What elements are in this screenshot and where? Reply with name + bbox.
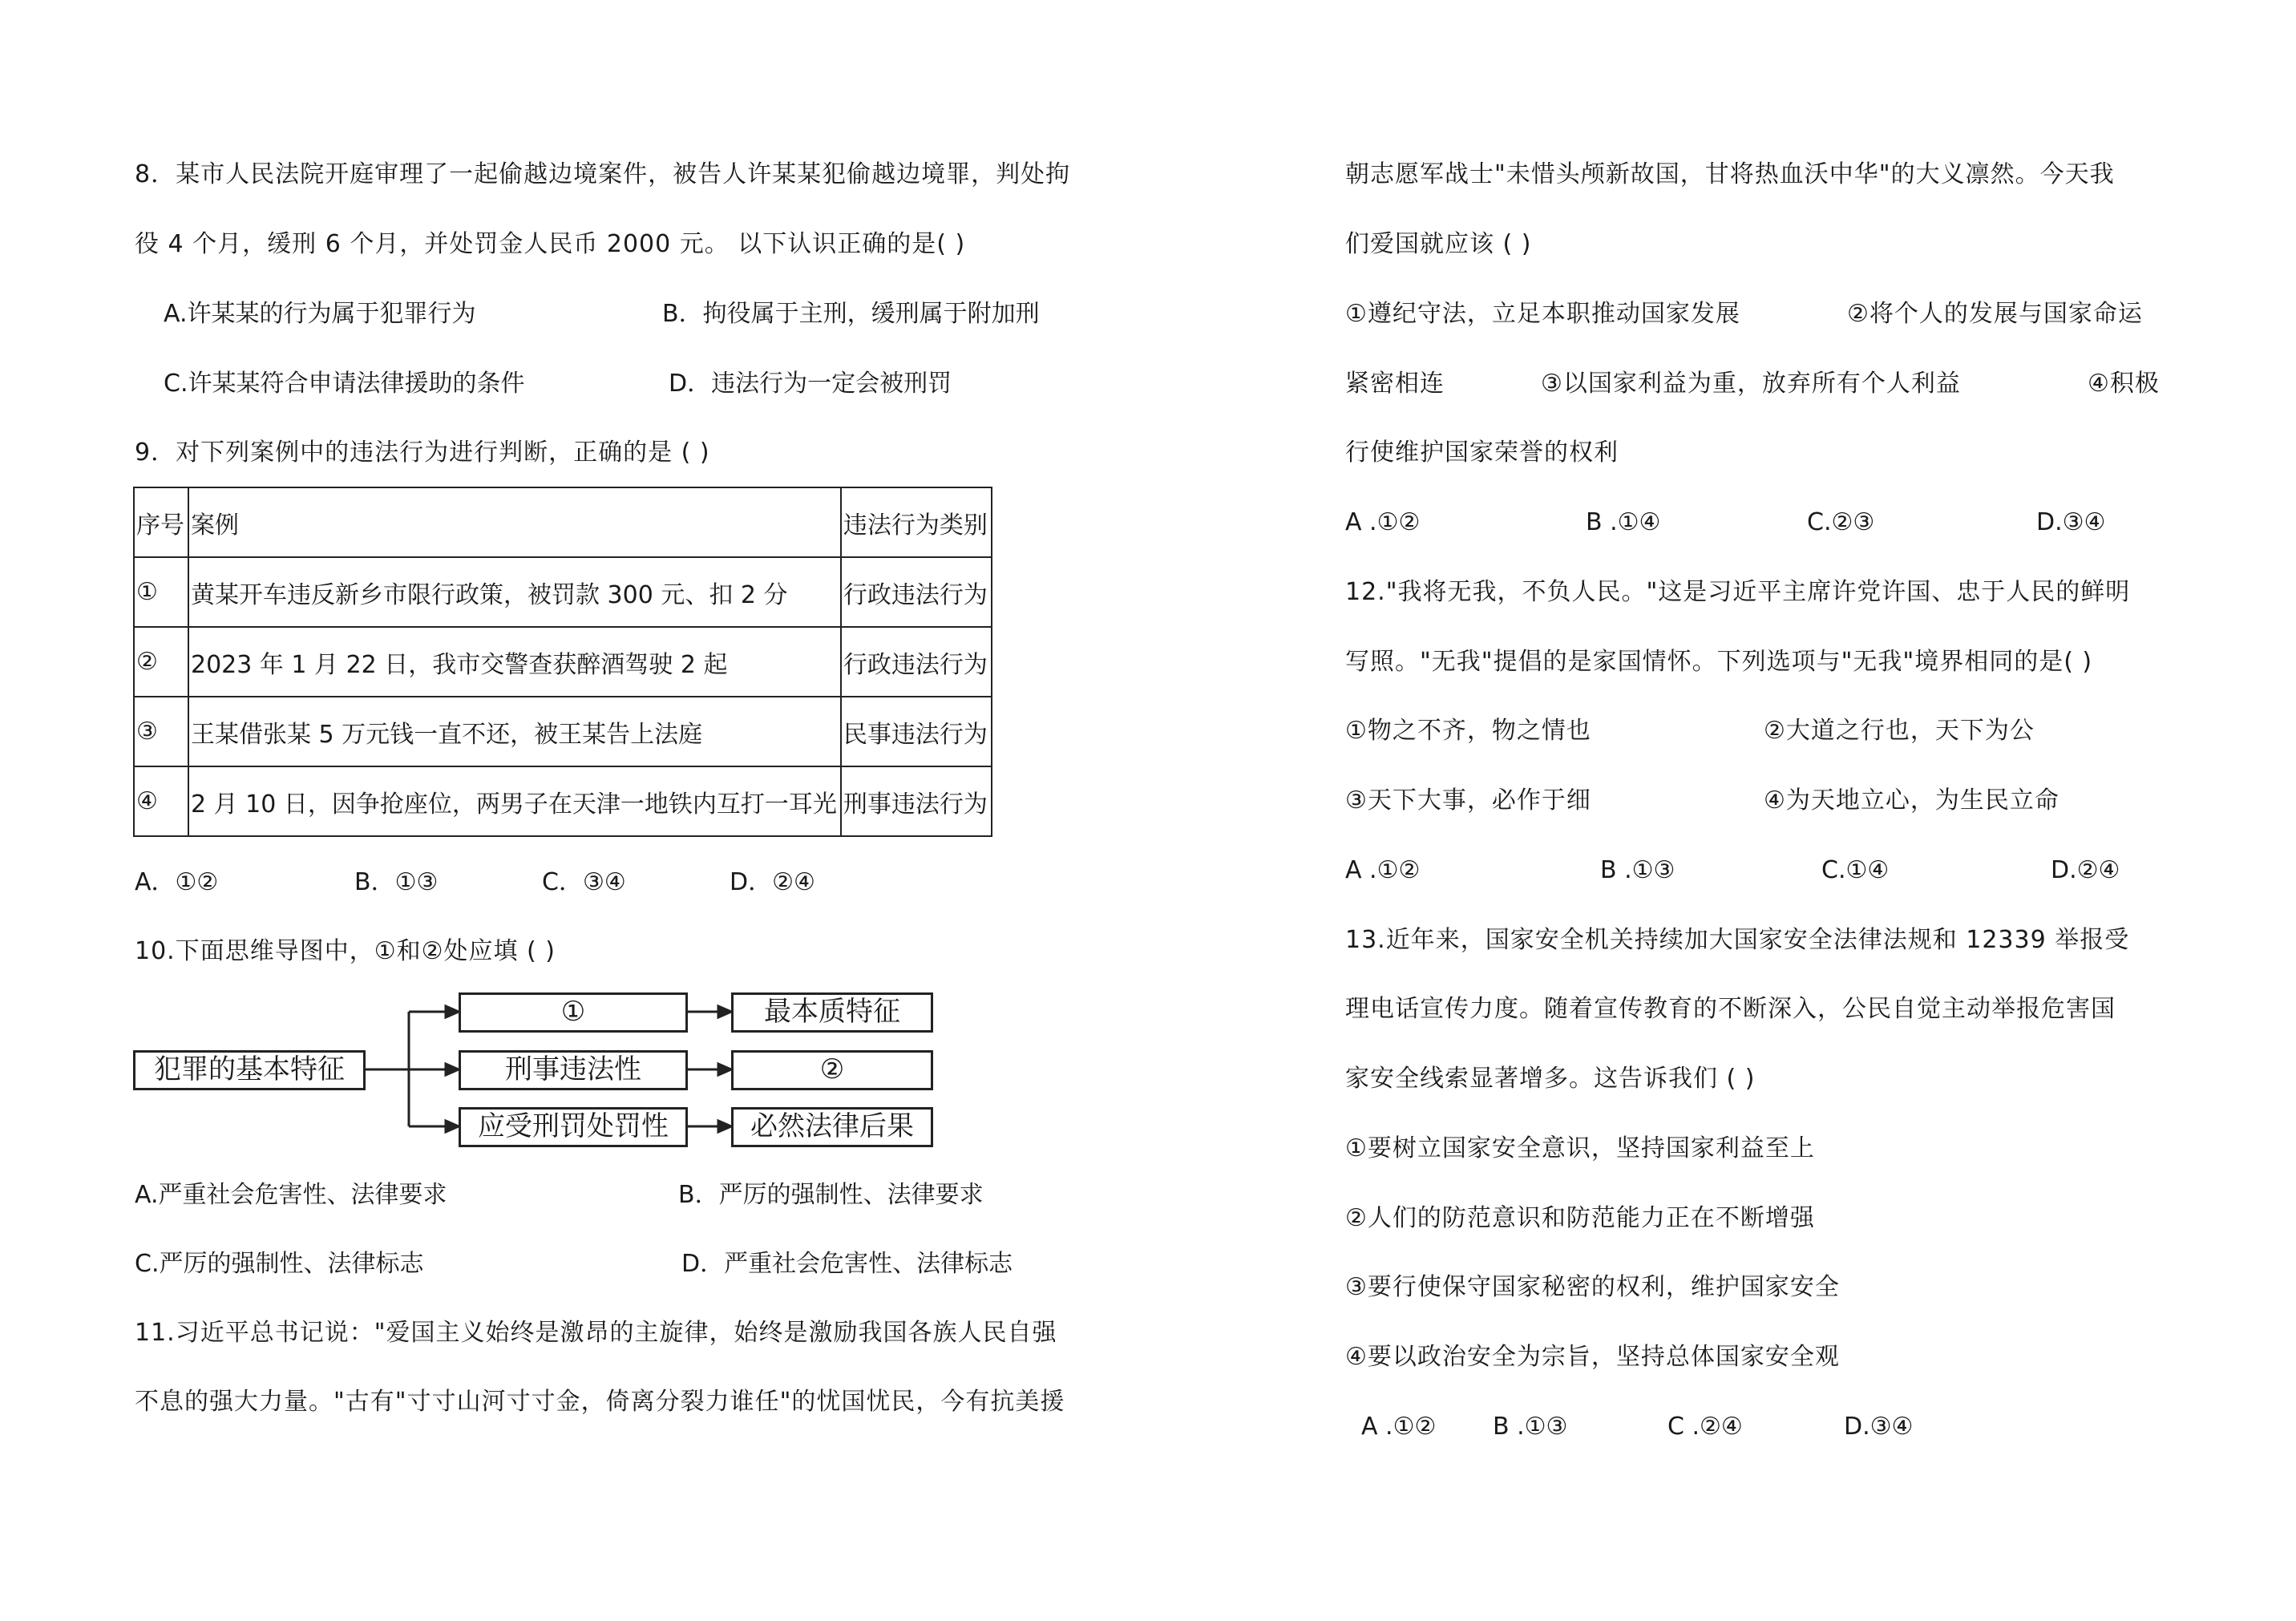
- q11-item-4: ④积极: [2088, 370, 2160, 398]
- q10-stem: 10.下面思维导图中，①和②处应填 ( ): [135, 937, 556, 965]
- q8-stem-line2: 役 4 个月，缓刑 6 个月，并处罚金人民币 2000 元。 以下认识正确的是( ): [135, 230, 966, 258]
- q10-option-a[interactable]: A.严重社会危害性、法律要求: [135, 1181, 447, 1209]
- q12-option-b[interactable]: B .①③: [1600, 856, 1676, 884]
- q13-item-4: ④要以政治安全为宗旨，坚持总体国家安全观: [1345, 1343, 1840, 1371]
- q11-stem-line4: 们爱国就应该 ( ): [1345, 230, 1532, 258]
- q12-item-3: ③天下大事，必作于细: [1345, 786, 1591, 815]
- table-cell-index: ②: [134, 627, 188, 697]
- mindmap-branch1-right: 最本质特征: [731, 992, 933, 1033]
- table-cell-case: 黄某开车违反新乡市限行政策，被罚款 300 元、扣 2 分: [188, 557, 841, 627]
- table-cell-category: 民事违法行为: [841, 697, 992, 766]
- table-header-cell: 案例: [188, 487, 841, 557]
- q10-option-d[interactable]: D．严重社会危害性、法律标志: [681, 1250, 1013, 1278]
- q12-item-2: ②大道之行也，天下为公: [1764, 717, 2035, 745]
- mindmap-branch2-right: ②: [731, 1050, 933, 1090]
- q13-option-a[interactable]: A .①②: [1361, 1413, 1437, 1441]
- table-cell-case: 2023 年 1 月 22 日，我市交警查获醉酒驾驶 2 起: [188, 627, 841, 697]
- q11-item-1: ①遵纪守法，立足本职推动国家发展: [1345, 300, 1740, 328]
- mindmap-branch3-right: 必然法律后果: [731, 1107, 933, 1147]
- table-cell-index: ④: [134, 766, 188, 836]
- q12-option-a[interactable]: A .①②: [1345, 856, 1421, 884]
- q11-option-b[interactable]: B .①④: [1586, 508, 1661, 536]
- q11-stem-line1: 11.习近平总书记说："爱国主义始终是激昂的主旋律，始终是激励我国各族人民自强: [135, 1319, 1057, 1347]
- q13-option-d[interactable]: D.③④: [1844, 1413, 1914, 1441]
- table-cell-case: 王某借张某 5 万元钱一直不还，被王某告上法庭: [188, 697, 841, 766]
- q11-option-c[interactable]: C.②③: [1807, 508, 1875, 536]
- mindmap-root: 犯罪的基本特征: [133, 1050, 366, 1090]
- q12-item-4: ④为天地立心，为生民立命: [1764, 786, 2060, 815]
- q11-stem-line2: 不息的强大力量。"古有"寸寸山河寸寸金，倚离分裂力谁任"的忧国忧民，今有抗美援: [135, 1388, 1065, 1416]
- mindmap-branch1-left: ①: [459, 992, 688, 1033]
- mindmap-branch2-left: 刑事违法性: [459, 1050, 688, 1090]
- q8-option-d[interactable]: D．违法行为一定会被刑罚: [669, 370, 952, 398]
- q11-item-2-cont: 紧密相连: [1345, 370, 1445, 398]
- q12-stem-line2: 写照。"无我"提倡的是家国情怀。下列选项与"无我"境界相同的是( ): [1345, 648, 2093, 676]
- q12-option-c[interactable]: C.①④: [1821, 856, 1890, 884]
- table-cell-index: ③: [134, 697, 188, 766]
- q12-stem-line1: 12."我将无我，不负人民。"这是习近平主席许党许国、忠于人民的鲜明: [1345, 578, 2131, 606]
- table-cell-category: 行政违法行为: [841, 627, 992, 697]
- q9-option-b[interactable]: B．①③: [354, 868, 439, 896]
- q8-option-a[interactable]: A.许某某的行为属于犯罪行为: [164, 300, 476, 328]
- q11-item-3: ③以国家利益为重，放弃所有个人利益: [1541, 370, 1961, 398]
- q13-item-1: ①要树立国家安全意识，坚持国家利益至上: [1345, 1134, 1815, 1162]
- q9-stem: 9．对下列案例中的违法行为进行判断，正确的是 ( ): [135, 439, 710, 467]
- q11-item-4-cont: 行使维护国家荣誉的权利: [1345, 439, 1619, 467]
- table-header-cell: 序号: [134, 487, 188, 557]
- q10-option-b[interactable]: B．严厉的强制性、法律要求: [678, 1181, 984, 1209]
- q11-option-a[interactable]: A .①②: [1345, 508, 1421, 536]
- q8-option-b[interactable]: B．拘役属于主刑，缓刑属于附加刑: [662, 300, 1040, 328]
- q8-stem-line1: 8．某市人民法院开庭审理了一起偷越边境案件，被告人许某某犯偷越边境罪，判处拘: [135, 160, 1071, 188]
- q13-item-2: ②人们的防范意识和防范能力正在不断增强: [1345, 1204, 1815, 1232]
- table-cell-case: 2 月 10 日，因争抢座位，两男子在天津一地铁内互打一耳光: [188, 766, 841, 836]
- q9-option-d[interactable]: D．②④: [730, 868, 815, 896]
- table-header-cell: 违法行为类别: [841, 487, 992, 557]
- q11-stem-line3: 朝志愿军战士"未惜头颅新故国，甘将热血沃中华"的大义凛然。今天我: [1345, 160, 2115, 188]
- q13-item-3: ③要行使保守国家秘密的权利，维护国家安全: [1345, 1273, 1840, 1301]
- q13-stem-line2: 理电话宣传力度。随着宣传教育的不断深入，公民自觉主动举报危害国: [1345, 995, 2116, 1023]
- mindmap-branch3-left: 应受刑罚处罚性: [459, 1107, 688, 1147]
- q11-item-2: ②将个人的发展与国家命运: [1847, 300, 2143, 328]
- q13-option-b[interactable]: B .①③: [1493, 1413, 1568, 1441]
- q13-stem-line3: 家安全线索显著增多。这告诉我们 ( ): [1345, 1065, 1756, 1093]
- q13-option-c[interactable]: C .②④: [1667, 1413, 1743, 1441]
- table-cell-category: 刑事违法行为: [841, 766, 992, 836]
- q12-item-1: ①物之不齐，物之情也: [1345, 717, 1591, 745]
- q9-option-a[interactable]: A．①②: [135, 868, 219, 896]
- table-cell-index: ①: [134, 557, 188, 627]
- q11-option-d[interactable]: D.③④: [2036, 508, 2106, 536]
- q10-option-c[interactable]: C.严厉的强制性、法律标志: [135, 1250, 424, 1278]
- q8-option-c[interactable]: C.许某某符合申请法律援助的条件: [164, 370, 525, 398]
- q13-stem-line1: 13.近年来，国家安全机关持续加大国家安全法律法规和 12339 举报受: [1345, 926, 2130, 954]
- q9-option-c[interactable]: C．③④: [542, 868, 626, 896]
- table-cell-category: 行政违法行为: [841, 557, 992, 627]
- q12-option-d[interactable]: D.②④: [2051, 856, 2120, 884]
